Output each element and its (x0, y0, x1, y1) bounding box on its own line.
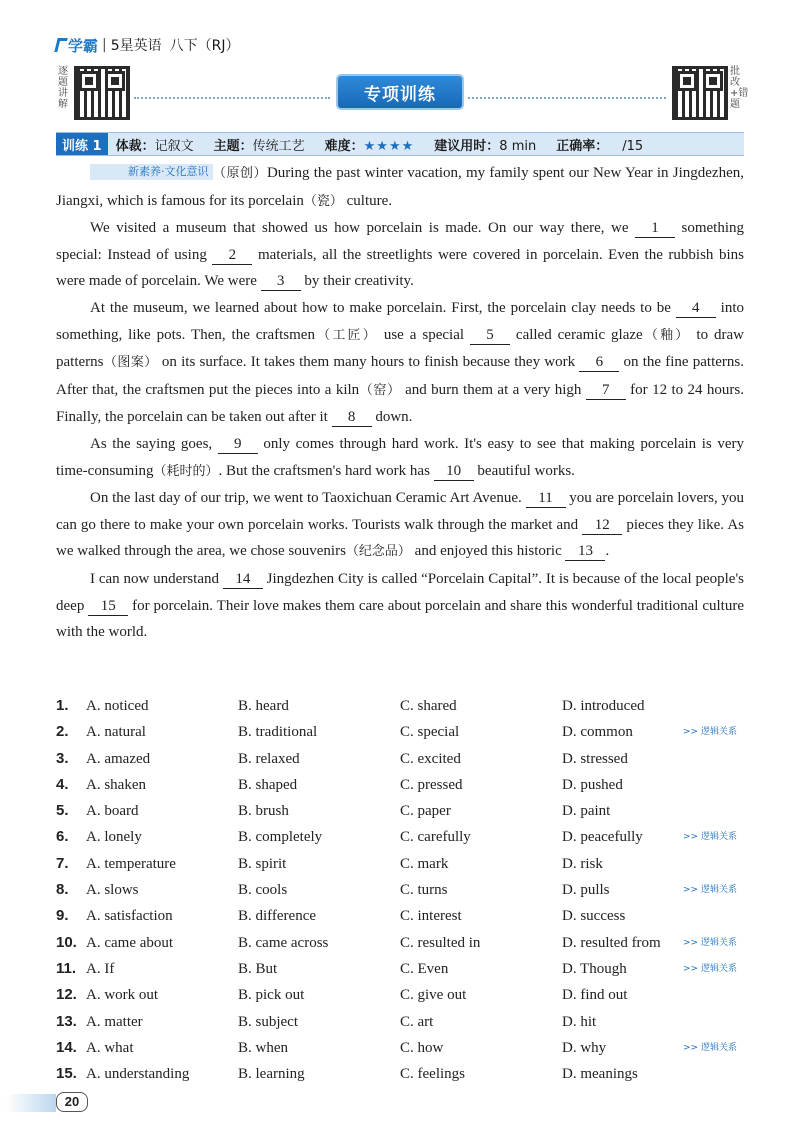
option-a[interactable]: A. matter (86, 1013, 143, 1030)
option-d[interactable]: D. Though (562, 960, 627, 977)
blank-14[interactable]: 14 (223, 570, 263, 589)
option-c[interactable]: C. interest (400, 908, 462, 925)
option-b[interactable]: B. pick out (238, 987, 305, 1004)
option-b[interactable]: B. shaped (238, 776, 298, 793)
grade-label: 八下（RJ） (169, 38, 240, 54)
option-b[interactable]: B. difference (238, 908, 317, 925)
text: I can now understand (90, 570, 223, 587)
training-label: 训练 1 (56, 133, 108, 155)
question-number: 8. (56, 881, 69, 899)
qr-left-caption: 逐题讲解 (58, 66, 68, 110)
text: pieces they like. As we walked through the area, we chose souvenirs (56, 516, 744, 560)
option-a[interactable]: A. noticed (86, 698, 149, 714)
option-c[interactable]: C. special (400, 724, 460, 741)
question-number: 6. (56, 828, 69, 846)
blank-1[interactable]: 1 (635, 219, 675, 238)
option-d[interactable]: D. find out (562, 987, 628, 1004)
topic-info (214, 135, 305, 154)
option-a[interactable]: A. board (86, 803, 139, 820)
qr-code-icon[interactable] (74, 66, 130, 120)
option-c[interactable]: C. mark (400, 855, 449, 872)
gloss: （纪念品） (345, 544, 411, 560)
exercise-info-bar (56, 132, 744, 156)
question-number: 1. (56, 697, 69, 714)
paragraph-1 (56, 160, 744, 215)
option-a[interactable]: A. slows (86, 882, 139, 899)
genre-label: 体裁： (115, 138, 155, 154)
blank-10[interactable]: 10 (434, 462, 474, 481)
question-row (56, 693, 756, 719)
question-number: 10. (56, 933, 77, 951)
blank-6[interactable]: 6 (579, 353, 619, 372)
option-b[interactable]: B. came across (238, 934, 329, 951)
book-header (56, 34, 240, 56)
text: for 12 to 24 hours. Finally, the porcelain can be taken out after it (56, 381, 744, 426)
text: As the saying goes, (90, 435, 218, 452)
option-d[interactable]: D. common (562, 724, 633, 741)
option-b[interactable]: B. learning (238, 1066, 305, 1083)
genre-info (116, 135, 194, 154)
question-row (56, 877, 756, 903)
blank-9[interactable]: 9 (218, 435, 258, 454)
question-row (56, 930, 756, 956)
question-number: 9. (56, 907, 69, 925)
question-row (56, 772, 756, 798)
option-a[interactable]: A. work out (86, 987, 159, 1004)
option-a[interactable]: A. If (86, 960, 115, 977)
option-d[interactable]: D. meanings (562, 1066, 638, 1083)
option-d[interactable]: D. introduced (562, 698, 645, 714)
option-a[interactable]: A. lonely (86, 829, 142, 846)
option-b[interactable]: B. spirit (238, 855, 287, 872)
text: At the museum, we learned about how to make porcelain. First, the porcelain clay needs to be (90, 299, 676, 316)
option-c[interactable]: C. art (400, 1013, 434, 1030)
text: During the past winter vacation, my family spent our New Year in Jingdezhen, Jiangxi, which is famous for its porcelain (56, 165, 744, 209)
gloss: （瓷） (303, 193, 343, 209)
gloss: （图案） (103, 355, 158, 371)
text: on the fine patterns. After that, the craftsmen put the pieces into a kiln (56, 354, 744, 398)
question-row (56, 982, 756, 1008)
option-d[interactable]: D. hit (562, 1013, 597, 1030)
option-a[interactable]: A. temperature (86, 855, 176, 872)
option-d[interactable]: D. why (562, 1039, 607, 1056)
question-number: 3. (56, 749, 69, 767)
text: . (605, 543, 610, 560)
brand-mark-icon (54, 38, 67, 52)
blank-8[interactable]: 8 (332, 408, 372, 427)
text: only comes through hard work. It's easy to see that making porcelain is very time-consuming (56, 435, 744, 479)
option-a[interactable]: A. what (86, 1039, 134, 1056)
topic-value: 传统工艺 (252, 138, 305, 154)
question-row (56, 719, 756, 745)
text: you are porcelain lovers, you can go there to make your own porcelain works. Tourists walk through the market and (56, 490, 744, 533)
brand-logo (56, 35, 98, 56)
text: on its surface. It takes them many hours to finish because they work (157, 354, 580, 371)
genre-value: 记叙文 (154, 138, 194, 154)
text: by their creativity. (300, 273, 414, 290)
option-a[interactable]: A. understanding (86, 1066, 190, 1083)
question-row (56, 1061, 756, 1087)
gloss: （工匠） (314, 327, 378, 343)
blank-12[interactable]: 12 (582, 516, 622, 535)
text: to draw patterns (56, 326, 744, 371)
text: use a special (377, 326, 470, 343)
series-name: 5星英语 (110, 38, 162, 54)
option-d[interactable]: D. peacefully (562, 829, 643, 846)
divider-right (468, 97, 666, 99)
text: and burn them at a very high (400, 381, 586, 398)
option-c[interactable]: C. paper (400, 803, 451, 820)
logic-hint-label: >> 逻辑关系 (683, 937, 737, 948)
option-d[interactable]: D. success (562, 908, 626, 925)
option-a[interactable]: A. shaken (86, 776, 146, 793)
section-banner: 专项训练 (338, 76, 462, 108)
paragraph-5 (56, 485, 744, 566)
accuracy-label: 正确率： (556, 138, 609, 154)
paragraph-6 (56, 566, 744, 646)
option-c[interactable]: C. excited (400, 750, 461, 767)
paragraph-2 (56, 215, 744, 295)
footer-decoration (6, 1094, 56, 1112)
option-d[interactable]: D. stressed (562, 750, 628, 767)
text: beautiful works. (473, 462, 575, 479)
logic-hint-label: >> 逻辑关系 (683, 1042, 737, 1053)
difficulty-label: 难度： (324, 138, 364, 154)
question-number: 12. (56, 986, 77, 1004)
blank-7[interactable]: 7 (586, 381, 626, 400)
question-number: 11. (56, 959, 77, 977)
option-c[interactable]: C. Even (400, 960, 449, 977)
question-row (56, 1009, 756, 1035)
option-b[interactable]: B. But (238, 960, 278, 977)
blank-11[interactable]: 11 (526, 489, 566, 508)
option-b[interactable]: B. heard (238, 698, 289, 714)
text: something special: Instead of using (56, 220, 745, 263)
brand-name: 学霸 (68, 36, 99, 55)
blank-3[interactable]: 3 (261, 272, 301, 291)
option-c[interactable]: C. how (400, 1039, 444, 1056)
gloss: （耗时的） (153, 463, 219, 479)
topic-label: 主题： (213, 138, 253, 154)
option-b[interactable]: B. completely (238, 829, 323, 846)
option-b[interactable]: B. subject (238, 1013, 298, 1030)
option-d[interactable]: D. paint (562, 803, 611, 820)
option-c[interactable]: C. pressed (400, 776, 463, 793)
option-a[interactable]: A. satisfaction (86, 908, 173, 925)
text: and enjoyed this historic (410, 543, 566, 560)
question-number: 4. (56, 775, 69, 793)
cloze-passage (56, 160, 744, 646)
text: materials, all the streetlights were covered in porcelain. Even the rubbish bins were made of porcelain. We were (56, 246, 744, 290)
blank-2[interactable]: 2 (212, 246, 252, 265)
option-d[interactable]: D. pulls (562, 882, 610, 899)
original-note: （原创） (212, 166, 267, 181)
time-label: 建议用时： (434, 138, 500, 154)
option-c[interactable]: C. feelings (400, 1066, 465, 1083)
option-c[interactable]: C. give out (400, 987, 467, 1004)
option-c[interactable]: C. turns (400, 882, 448, 899)
blank-13[interactable]: 13 (565, 542, 605, 561)
option-c[interactable]: C. carefully (400, 829, 471, 846)
time-value: 8 min (499, 138, 537, 154)
option-a[interactable]: A. amazed (86, 750, 151, 767)
option-a[interactable]: A. came about (86, 934, 174, 951)
accuracy-value: /15 (622, 138, 644, 154)
blank-5[interactable]: 5 (470, 326, 510, 345)
text: culture. (342, 192, 393, 209)
text: for porcelain. Their love makes them care about porcelain and share this wonderful traditional culture with the world. (56, 597, 744, 641)
header-separator: | (102, 37, 107, 53)
question-row (56, 903, 756, 929)
option-c[interactable]: C. shared (400, 698, 457, 714)
question-number: 2. (56, 723, 69, 741)
option-d[interactable]: D. resulted from (562, 934, 661, 951)
question-row (56, 746, 756, 772)
option-d[interactable]: D. pushed (562, 776, 623, 793)
difficulty-info (325, 135, 415, 154)
blank-4[interactable]: 4 (676, 299, 716, 318)
time-info (434, 135, 536, 154)
option-b[interactable]: B. when (238, 1039, 288, 1056)
option-b[interactable]: B. cools (238, 882, 288, 899)
qr-code-icon[interactable] (672, 66, 728, 120)
text: Jingdezhen City is called “Porcelain Capital”. It is because of the local people's deep (56, 570, 744, 614)
question-number: 7. (56, 854, 69, 872)
gloss: （窑） (359, 382, 401, 398)
question-row (56, 851, 756, 877)
literacy-tag: 新素养·文化意识 (90, 164, 213, 180)
logic-hint-label: >> 逻辑关系 (683, 727, 737, 738)
question-number: 14. (56, 1038, 77, 1056)
logic-hint-label: >> 逻辑关系 (683, 885, 737, 896)
text: We visited a museum that showed us how porcelain is made. On our way there, we (90, 220, 636, 237)
option-b[interactable]: B. relaxed (238, 750, 300, 767)
text: down. (371, 409, 413, 426)
option-d[interactable]: D. risk (562, 855, 603, 872)
blank-15[interactable]: 15 (88, 597, 128, 616)
option-a[interactable]: A. natural (86, 724, 146, 741)
gloss: （釉） (642, 327, 691, 343)
logic-hint-label: >> 逻辑关系 (683, 963, 737, 974)
text: called ceramic glaze (509, 326, 643, 343)
difficulty-stars-icon: ★★★★ (363, 138, 415, 154)
option-b[interactable]: B. traditional (238, 724, 318, 741)
divider-left (134, 97, 330, 99)
question-number: 5. (56, 802, 69, 820)
accuracy-info (556, 135, 643, 154)
answer-options (56, 693, 756, 1087)
qr-right-caption: 批改+错题 (730, 66, 749, 110)
text: . But the craftsmen's hard work has (218, 462, 434, 479)
paragraph-4 (56, 431, 744, 485)
question-row (56, 824, 756, 850)
option-b[interactable]: B. brush (238, 803, 289, 820)
question-row (56, 1035, 756, 1061)
text: On the last day of our trip, we went to Taoxichuan Ceramic Art Avenue. (90, 490, 526, 507)
page-number: 20 (56, 1092, 88, 1112)
option-c[interactable]: C. resulted in (400, 934, 481, 951)
question-number: 13. (56, 1012, 77, 1030)
logic-hint-label: >> 逻辑关系 (683, 832, 737, 843)
question-number: 15. (56, 1065, 77, 1083)
paragraph-3 (56, 295, 744, 431)
question-row (56, 798, 756, 824)
text: into something, like pots. Then, the craftsmen (56, 299, 744, 343)
question-row (56, 956, 756, 982)
